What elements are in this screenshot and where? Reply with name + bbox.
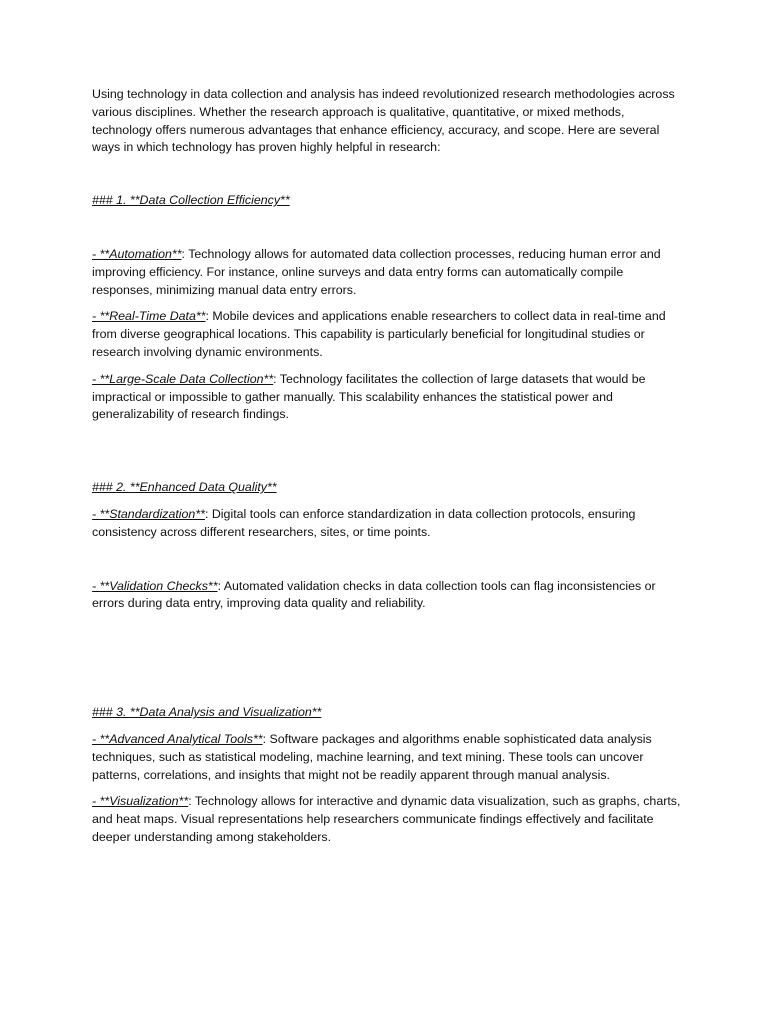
- section-heading-data-collection-efficiency: ### 1. **Data Collection Efficiency**: [92, 193, 290, 208]
- bullet-text: : Technology allows for automated data collection processes, reducing human error and improving efficiency. For instance, online surveys and data entry forms can automatically compile responses, minimizing manual data entry errors.: [92, 246, 661, 297]
- bullet-label: - **Validation Checks**: [92, 578, 218, 593]
- intro-paragraph: Using technology in data collection and analysis has indeed revolutionized research methodologies across various disciplines. Whether the research approach is qualitative, quantitative, or mixed methods, technology offers numerous advantages that enhance efficiency, accuracy, and scope. Here are several ways in which technology has proven highly helpful in research:: [92, 87, 675, 155]
- bullet-validation-checks: [92, 578, 684, 614]
- section-heading-data-analysis-and-visualization: ### 3. **Data Analysis and Visualization**: [92, 705, 322, 720]
- bullet-text: : Digital tools can enforce standardization in data collection protocols, ensuring consistency across different researchers, sites, or time points.: [92, 506, 636, 539]
- bullet-text: : Mobile devices and applications enable researchers to collect data in real-time and from diverse geographical locations. This capability is particularly beneficial for longitudinal studies or research involving dynamic environments.: [92, 309, 666, 359]
- bullet-label: - **Standardization**: [92, 506, 205, 521]
- section-heading-enhanced-data-quality: ### 2. **Enhanced Data Quality**: [92, 480, 277, 495]
- bullet-label: - **Advanced Analytical Tools**: [92, 731, 263, 746]
- paragraph-spacer: [92, 551, 684, 578]
- bullet-label: - **Visualization**: [92, 794, 189, 809]
- bullet-label: - **Large-Scale Data Collection**: [92, 371, 274, 386]
- bullet-real-time-data: [92, 308, 684, 361]
- bullet-label: - **Automation**: [92, 246, 182, 261]
- bullet-text: : Technology allows for interactive and dynamic data visualization, such as graphs, charts, and heat maps. Visual representations help researchers communicate findings effectively and facilitate deeper understanding among stakeholders.: [92, 794, 681, 844]
- bullet-advanced-analytical-tools: [92, 731, 684, 784]
- bullet-text: : Automated validation checks in data collection tools can flag inconsistencies or errors during data entry, improving data quality and reliability.: [92, 578, 656, 611]
- bullet-text: : Software packages and algorithms enable sophisticated data analysis techniques, such as statistical modeling, machine learning, and text mining. These tools can uncover patterns, correlations, and insights that might not be readily apparent through manual analysis.: [92, 731, 652, 782]
- paragraph-spacer: [92, 622, 684, 704]
- bullet-automation: [92, 246, 684, 299]
- bullet-visualization: [92, 793, 684, 846]
- bullet-text: : Technology facilitates the collection of large datasets that would be impractical or impossible to gather manually. This scalability enhances the statistical power and generalizability of research findings.: [92, 371, 646, 422]
- paragraph-spacer: [92, 433, 684, 479]
- bullet-standardization: [92, 506, 684, 542]
- bullet-large-scale-data-collection: [92, 371, 684, 424]
- document-page: [92, 86, 684, 856]
- bullet-label: - **Real-Time Data**: [92, 309, 206, 324]
